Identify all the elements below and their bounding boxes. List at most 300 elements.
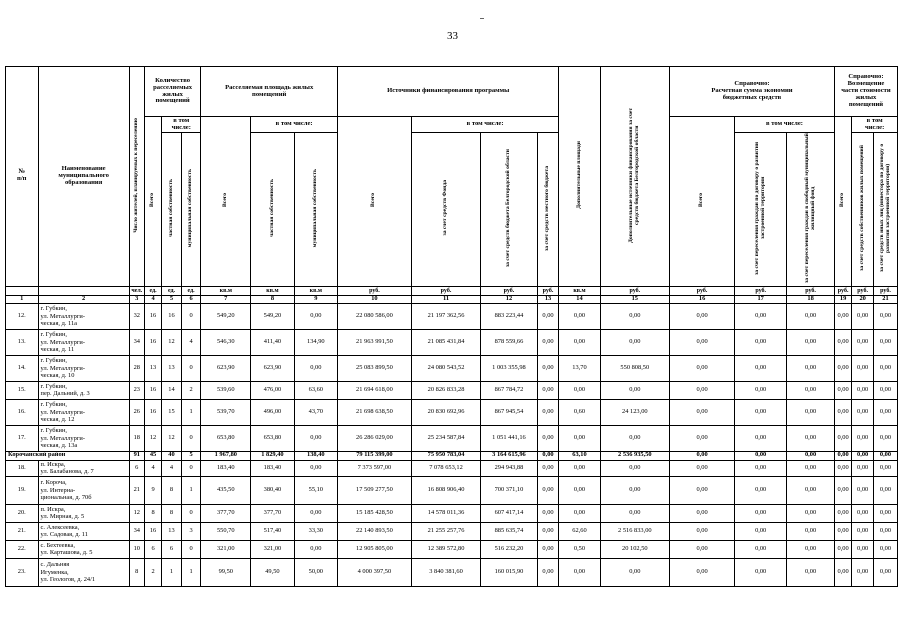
row-number: 12. — [6, 303, 39, 329]
value-cell: 34 — [129, 329, 144, 355]
value-cell: 0,00 — [537, 329, 559, 355]
value-cell: 21 085 431,84 — [411, 329, 480, 355]
district-value: 0,00 — [670, 451, 735, 460]
value-cell: 0,00 — [537, 425, 559, 451]
value-cell: 17 509 277,50 — [338, 476, 412, 504]
value-cell: 0,00 — [873, 504, 897, 522]
value-cell: 0,00 — [294, 425, 337, 451]
district-total-row — [6, 451, 898, 460]
value-cell: 867 784,72 — [481, 381, 537, 399]
value-cell: 6 — [162, 540, 182, 558]
row-number: 23. — [6, 558, 39, 586]
value-cell: 0,00 — [834, 504, 851, 522]
row-number: 21. — [6, 522, 39, 540]
header-rooms: Количество расселяемых жилых помещений — [144, 67, 200, 117]
header-savings: Справочно: Расчетная сумма экономии бюджетных средств — [670, 67, 835, 117]
value-cell: 0,00 — [559, 476, 600, 504]
unit-cell — [6, 286, 39, 295]
unit-cell: руб. — [481, 286, 537, 295]
resettlement-table — [5, 66, 898, 587]
value-cell: 0,00 — [294, 460, 337, 476]
table-row — [6, 399, 898, 425]
value-cell: 0,00 — [787, 425, 835, 451]
value-cell: 0,00 — [852, 558, 874, 586]
value-cell: 0,00 — [852, 476, 874, 504]
value-cell: 25 083 899,50 — [338, 355, 412, 381]
value-cell: 8 — [129, 558, 144, 586]
value-cell: 549,20 — [201, 303, 251, 329]
value-cell: 377,70 — [251, 504, 294, 522]
value-cell: 0,00 — [294, 355, 337, 381]
value-cell: 0,00 — [735, 381, 787, 399]
value-cell: 0,00 — [834, 425, 851, 451]
value-cell: 28 — [129, 355, 144, 381]
page-number: 33 — [447, 30, 458, 42]
value-cell: 1 — [162, 558, 182, 586]
value-cell: 883 223,44 — [481, 303, 537, 329]
value-cell: 0,00 — [735, 558, 787, 586]
table-row — [6, 425, 898, 451]
value-cell: 1 051 441,16 — [481, 425, 537, 451]
value-cell: 0,00 — [834, 355, 851, 381]
header-name: Наименование муниципального образования — [38, 67, 129, 287]
header-finance-incl: в том числе: — [411, 117, 559, 133]
value-cell: 476,00 — [251, 381, 294, 399]
header-area-municipal: муниципальная собственность — [294, 133, 337, 287]
value-cell: 0,00 — [852, 425, 874, 451]
table-row — [6, 355, 898, 381]
value-cell: 0 — [181, 303, 201, 329]
unit-cell: кв.м — [294, 286, 337, 295]
value-cell: 20 826 833,28 — [411, 381, 480, 399]
value-cell: 0,00 — [873, 476, 897, 504]
unit-cell: руб. — [600, 286, 669, 295]
value-cell: 160 015,90 — [481, 558, 537, 586]
municipality-name: п. Искра, ул. Балабанова, д. 7 — [38, 460, 129, 476]
value-cell: 0,00 — [735, 460, 787, 476]
value-cell: 22 140 893,50 — [338, 522, 412, 540]
value-cell: 623,90 — [251, 355, 294, 381]
municipality-name: г. Губкин, ул. Металлурги- ческая, д. 11 — [38, 329, 129, 355]
value-cell: 435,50 — [201, 476, 251, 504]
district-value: 138,40 — [294, 451, 337, 460]
column-number: 13 — [537, 295, 559, 303]
value-cell: 8 — [144, 504, 161, 522]
header-reimb-others: за счет средств иных лиц (инвестора по договору о развитии застроенной территории) — [873, 133, 897, 287]
value-cell: 99,50 — [201, 558, 251, 586]
district-value: 1 829,40 — [251, 451, 294, 460]
unit-cell: руб. — [787, 286, 835, 295]
value-cell: 0,00 — [294, 504, 337, 522]
value-cell: 867 945,54 — [481, 399, 537, 425]
municipality-name: п. Искра, ул. Мирная, д. 5 — [38, 504, 129, 522]
unit-cell: руб. — [735, 286, 787, 295]
value-cell: 25 234 587,84 — [411, 425, 480, 451]
value-cell: 3 840 381,60 — [411, 558, 480, 586]
header-savings-incl: в том числе: — [735, 117, 835, 133]
header-area-incl: в том числе: — [251, 117, 338, 133]
value-cell: 0,00 — [559, 381, 600, 399]
municipality-name: г. Губкин, ул. Металлурги- ческая, д. 12 — [38, 399, 129, 425]
value-cell: 15 185 428,50 — [338, 504, 412, 522]
header-rooms-private: частная собственность — [162, 133, 182, 287]
unit-cell: кв.м — [559, 286, 600, 295]
column-number: 18 — [787, 295, 835, 303]
unit-cell: руб. — [834, 286, 851, 295]
district-value: 0,00 — [852, 451, 874, 460]
value-cell: 0,00 — [834, 381, 851, 399]
column-number: 8 — [251, 295, 294, 303]
value-cell: 0,00 — [537, 399, 559, 425]
value-cell: 134,90 — [294, 329, 337, 355]
value-cell: 0,00 — [873, 558, 897, 586]
value-cell: 0,00 — [670, 355, 735, 381]
column-number: 17 — [735, 295, 787, 303]
value-cell: 0,00 — [787, 355, 835, 381]
column-number: 1 — [6, 295, 39, 303]
value-cell: 12 — [162, 329, 182, 355]
header-fund: за счет средств Фонда — [411, 133, 480, 287]
column-numbers-row — [6, 295, 898, 303]
column-number: 11 — [411, 295, 480, 303]
table-row — [6, 381, 898, 399]
value-cell: 12 — [144, 425, 161, 451]
header-savings-free: за счет переселения граждан в свободный муниципальный жилищный фонд — [787, 133, 835, 287]
column-number: 4 — [144, 295, 161, 303]
municipality-name: г. Губкин, пер. Дальний, д. 3 — [38, 381, 129, 399]
value-cell: 0,00 — [834, 540, 851, 558]
district-value: 79 115 399,00 — [338, 451, 412, 460]
value-cell: 7 078 653,12 — [411, 460, 480, 476]
row-number: 14. — [6, 355, 39, 381]
unit-cell: руб. — [670, 286, 735, 295]
table-row — [6, 540, 898, 558]
value-cell: 0,00 — [852, 399, 874, 425]
value-cell: 13 — [144, 355, 161, 381]
value-cell: 550 808,50 — [600, 355, 669, 381]
value-cell: 377,70 — [201, 504, 251, 522]
district-value: 75 950 783,04 — [411, 451, 480, 460]
value-cell: 0,00 — [873, 399, 897, 425]
value-cell: 20 830 692,96 — [411, 399, 480, 425]
value-cell: 496,00 — [251, 399, 294, 425]
value-cell: 50,00 — [294, 558, 337, 586]
header-area: Расселяемая площадь жилых помещений — [201, 67, 338, 117]
value-cell: 0,00 — [852, 460, 874, 476]
header-local: за счет средств местного бюджета — [537, 133, 559, 287]
table-row — [6, 303, 898, 329]
column-number: 21 — [873, 295, 897, 303]
unit-cell: чел. — [129, 286, 144, 295]
value-cell: 0,00 — [873, 460, 897, 476]
value-cell: 0,00 — [787, 329, 835, 355]
value-cell: 0,00 — [834, 399, 851, 425]
value-cell: 13 — [162, 355, 182, 381]
row-number: 19. — [6, 476, 39, 504]
table-row — [6, 329, 898, 355]
value-cell: 516 232,20 — [481, 540, 537, 558]
row-number: 13. — [6, 329, 39, 355]
row-number: 15. — [6, 381, 39, 399]
value-cell: 0,00 — [670, 329, 735, 355]
header-extra-area: Дополнительные площади — [559, 67, 600, 287]
value-cell: 2 — [181, 381, 201, 399]
value-cell: 0,00 — [852, 329, 874, 355]
value-cell: 0,50 — [559, 540, 600, 558]
column-number: 19 — [834, 295, 851, 303]
district-value: 40 — [162, 451, 182, 460]
value-cell: 0,00 — [852, 381, 874, 399]
value-cell: 1 — [181, 558, 201, 586]
value-cell: 0,00 — [670, 476, 735, 504]
district-value: 0,00 — [537, 451, 559, 460]
value-cell: 294 943,88 — [481, 460, 537, 476]
header-extra-finance: Дополнительные источники финансирования за счет средств бюджета Белгородской области — [600, 67, 669, 287]
header-num: № п/п — [6, 67, 39, 287]
column-number: 15 — [600, 295, 669, 303]
value-cell: 0,00 — [787, 522, 835, 540]
municipality-name: г. Губкин, ул. Металлурги- ческая, д. 10 — [38, 355, 129, 381]
value-cell: 24 080 543,52 — [411, 355, 480, 381]
table-row — [6, 504, 898, 522]
header-finance: Источники финансирования программы — [338, 67, 559, 117]
value-cell: 0,00 — [834, 522, 851, 540]
value-cell: 0,00 — [735, 540, 787, 558]
value-cell: 0,00 — [735, 399, 787, 425]
value-cell: 62,60 — [559, 522, 600, 540]
value-cell: 0,00 — [852, 303, 874, 329]
value-cell: 0,00 — [873, 540, 897, 558]
value-cell: 23 — [129, 381, 144, 399]
value-cell: 0,00 — [559, 425, 600, 451]
value-cell: 0,00 — [537, 355, 559, 381]
municipality-name: г. Губкин, ул. Металлурги- ческая, д. 11а — [38, 303, 129, 329]
scan-mark — [480, 18, 484, 19]
municipality-name: г. Короча, ул. Интерна- циональная, д. 70б — [38, 476, 129, 504]
value-cell: 0,00 — [852, 504, 874, 522]
value-cell: 2 — [144, 558, 161, 586]
value-cell: 0,00 — [735, 522, 787, 540]
value-cell: 55,10 — [294, 476, 337, 504]
value-cell: 16 808 906,40 — [411, 476, 480, 504]
value-cell: 0,00 — [873, 355, 897, 381]
value-cell: 0,00 — [735, 504, 787, 522]
value-cell: 49,50 — [251, 558, 294, 586]
value-cell: 8 — [162, 504, 182, 522]
value-cell: 0,00 — [559, 329, 600, 355]
value-cell: 21 963 991,50 — [338, 329, 412, 355]
value-cell: 623,90 — [201, 355, 251, 381]
header-residents: Число жителей, планируемых к переселению — [129, 67, 144, 287]
value-cell: 0,00 — [834, 303, 851, 329]
municipality-name: с. Алексеевка, ул. Садовая, д. 11 — [38, 522, 129, 540]
value-cell: 4 — [162, 460, 182, 476]
value-cell: 4 000 397,50 — [338, 558, 412, 586]
value-cell: 0,00 — [670, 504, 735, 522]
value-cell: 0,00 — [537, 381, 559, 399]
table-row — [6, 522, 898, 540]
value-cell: 0,00 — [852, 522, 874, 540]
column-number: 9 — [294, 295, 337, 303]
row-number: 16. — [6, 399, 39, 425]
value-cell: 1 003 355,98 — [481, 355, 537, 381]
value-cell: 607 417,14 — [481, 504, 537, 522]
column-number: 7 — [201, 295, 251, 303]
value-cell: 549,20 — [251, 303, 294, 329]
value-cell: 14 578 011,36 — [411, 504, 480, 522]
value-cell: 0,00 — [537, 540, 559, 558]
column-number: 6 — [181, 295, 201, 303]
value-cell: 0,00 — [537, 504, 559, 522]
value-cell: 0,00 — [787, 558, 835, 586]
header-rooms-municipal: муниципальная собственность — [181, 133, 201, 287]
value-cell: 0,00 — [670, 381, 735, 399]
value-cell: 0,00 — [670, 558, 735, 586]
value-cell: 21 694 618,00 — [338, 381, 412, 399]
column-number: 5 — [162, 295, 182, 303]
column-number: 3 — [129, 295, 144, 303]
value-cell: 0,00 — [559, 460, 600, 476]
value-cell: 183,40 — [251, 460, 294, 476]
value-cell: 0,00 — [787, 399, 835, 425]
value-cell: 0,00 — [600, 381, 669, 399]
unit-cell — [38, 286, 129, 295]
value-cell: 0,00 — [873, 329, 897, 355]
table-row — [6, 460, 898, 476]
district-value: 0,00 — [834, 451, 851, 460]
municipality-name: с. Дальняя Игуменка, ул. Геологов, д. 24/1 — [38, 558, 129, 586]
value-cell: 4 — [144, 460, 161, 476]
value-cell: 653,80 — [251, 425, 294, 451]
unit-cell: ед. — [162, 286, 182, 295]
value-cell: 0 — [181, 425, 201, 451]
district-value: 45 — [144, 451, 161, 460]
unit-cell: кв.м — [201, 286, 251, 295]
value-cell: 878 559,66 — [481, 329, 537, 355]
value-cell: 885 635,74 — [481, 522, 537, 540]
value-cell: 0,00 — [873, 381, 897, 399]
district-value: 91 — [129, 451, 144, 460]
value-cell: 183,40 — [201, 460, 251, 476]
header-rooms-total: Всего — [144, 117, 161, 287]
value-cell: 0,00 — [787, 303, 835, 329]
value-cell: 32 — [129, 303, 144, 329]
value-cell: 14 — [162, 381, 182, 399]
value-cell: 4 — [181, 329, 201, 355]
value-cell: 321,00 — [201, 540, 251, 558]
value-cell: 0,00 — [670, 460, 735, 476]
value-cell: 21 — [129, 476, 144, 504]
row-number: 22. — [6, 540, 39, 558]
district-value: 0,00 — [735, 451, 787, 460]
value-cell: 0,00 — [735, 303, 787, 329]
unit-cell: руб. — [873, 286, 897, 295]
value-cell: 26 286 029,00 — [338, 425, 412, 451]
column-number: 12 — [481, 295, 537, 303]
value-cell: 0,00 — [294, 540, 337, 558]
row-number: 18. — [6, 460, 39, 476]
header-finance-total: Всего — [338, 117, 412, 287]
column-number: 10 — [338, 295, 412, 303]
value-cell: 0,00 — [670, 399, 735, 425]
value-cell: 33,30 — [294, 522, 337, 540]
value-cell: 0,00 — [735, 425, 787, 451]
value-cell: 0,00 — [537, 476, 559, 504]
value-cell: 0,00 — [873, 303, 897, 329]
value-cell: 0,00 — [787, 540, 835, 558]
value-cell: 16 — [162, 303, 182, 329]
row-number: 20. — [6, 504, 39, 522]
value-cell: 0,00 — [670, 303, 735, 329]
value-cell: 24 123,00 — [600, 399, 669, 425]
value-cell: 12 905 805,00 — [338, 540, 412, 558]
column-number: 14 — [559, 295, 600, 303]
value-cell: 0,00 — [600, 425, 669, 451]
value-cell: 21 255 257,76 — [411, 522, 480, 540]
value-cell: 0,00 — [787, 476, 835, 504]
value-cell: 321,00 — [251, 540, 294, 558]
value-cell: 0 — [181, 504, 201, 522]
value-cell: 21 698 638,50 — [338, 399, 412, 425]
value-cell: 0,00 — [600, 558, 669, 586]
value-cell: 16 — [144, 329, 161, 355]
header-savings-total: Всего — [670, 117, 735, 287]
value-cell: 0,00 — [873, 425, 897, 451]
row-number: 17. — [6, 425, 39, 451]
units-row — [6, 286, 898, 295]
value-cell: 0 — [181, 460, 201, 476]
value-cell: 20 102,50 — [600, 540, 669, 558]
table-row — [6, 476, 898, 504]
value-cell: 22 080 586,00 — [338, 303, 412, 329]
header-rooms-incl: в том числе: — [162, 117, 201, 133]
value-cell: 0,00 — [787, 381, 835, 399]
value-cell: 0,00 — [559, 303, 600, 329]
value-cell: 63,60 — [294, 381, 337, 399]
value-cell: 0,00 — [537, 460, 559, 476]
value-cell: 13 — [162, 522, 182, 540]
value-cell: 12 389 572,80 — [411, 540, 480, 558]
district-value: 3 164 615,96 — [481, 451, 537, 460]
value-cell: 0,00 — [600, 476, 669, 504]
value-cell: 0,00 — [600, 460, 669, 476]
value-cell: 0,00 — [670, 540, 735, 558]
header-area-total: Всего — [201, 117, 251, 287]
value-cell: 9 — [144, 476, 161, 504]
value-cell: 18 — [129, 425, 144, 451]
value-cell: 0,00 — [537, 558, 559, 586]
value-cell: 0,00 — [834, 329, 851, 355]
value-cell: 1 — [181, 399, 201, 425]
value-cell: 1 — [181, 476, 201, 504]
value-cell: 10 — [129, 540, 144, 558]
value-cell: 0,00 — [852, 355, 874, 381]
value-cell: 13,70 — [559, 355, 600, 381]
header-savings-contract: за счет переселения граждан по договору о развитии застроенной территории — [735, 133, 787, 287]
district-value: 1 967,80 — [201, 451, 251, 460]
value-cell: 16 — [144, 303, 161, 329]
value-cell: 0,00 — [735, 329, 787, 355]
value-cell: 0,00 — [670, 425, 735, 451]
header-reimb-total: Всего — [834, 117, 851, 287]
value-cell: 0,00 — [834, 558, 851, 586]
district-value: 2 536 935,50 — [600, 451, 669, 460]
value-cell: 34 — [129, 522, 144, 540]
district-value: 0,00 — [787, 451, 835, 460]
value-cell: 411,40 — [251, 329, 294, 355]
unit-cell: руб. — [537, 286, 559, 295]
value-cell: 6 — [144, 540, 161, 558]
